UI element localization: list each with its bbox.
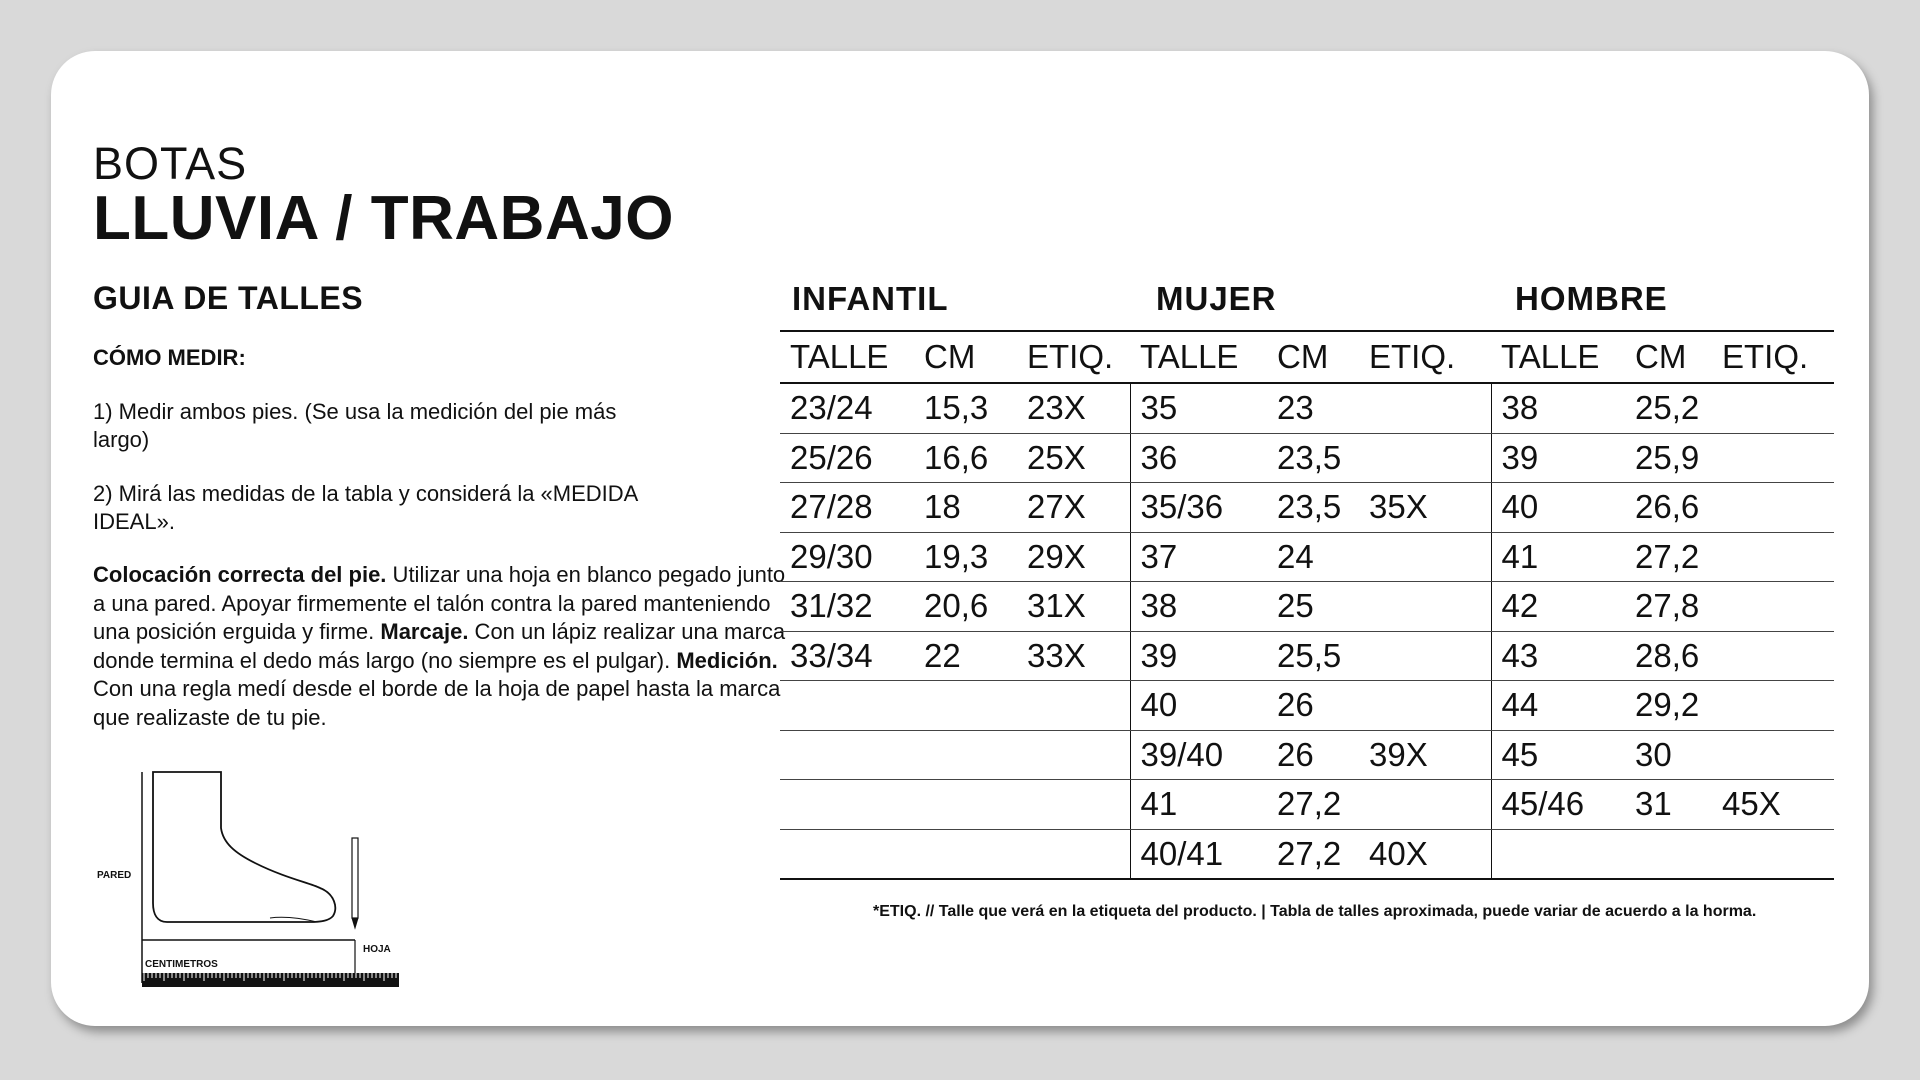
table-cell [1712, 433, 1834, 483]
table-cell: 39/40 [1130, 730, 1267, 780]
table-cell [1712, 582, 1834, 632]
table-cell [1625, 829, 1712, 879]
table-row [780, 532, 1834, 582]
group-mujer: MUJER [1156, 280, 1277, 317]
table-cell: 29,2 [1625, 681, 1712, 731]
table-cell [1359, 433, 1491, 483]
measure-label: Medición. [676, 647, 778, 673]
footnote: *ETIQ. // Talle que verá en la etiqueta del producto. | Tabla de talles aproximada, puede variar de acuerdo a la horma. [873, 903, 1757, 920]
foot-measuring-diagram [95, 768, 410, 1003]
table-cell: 26,6 [1625, 483, 1712, 533]
column-header: CM [1267, 331, 1359, 383]
table-cell [780, 681, 914, 731]
table-row [780, 483, 1834, 533]
table-cell [1359, 780, 1491, 830]
marking-text: Con un lápiz realizar una marca donde termina el dedo más largo (no siempre es el pulgar). [93, 619, 786, 673]
table-cell [1491, 829, 1625, 879]
table-cell: 19,3 [914, 532, 1017, 582]
table-cell: 38 [1130, 582, 1267, 632]
table-row [780, 681, 1834, 731]
table-cell: 35X [1359, 483, 1491, 533]
table-cell: 40 [1491, 483, 1625, 533]
table-cell [1359, 383, 1491, 433]
table-cell: 25/26 [780, 433, 914, 483]
table-cell [914, 829, 1017, 879]
table-row [780, 383, 1834, 433]
column-header: TALLE [1491, 331, 1625, 383]
column-header: ETIQ. [1017, 331, 1130, 383]
table-cell [1017, 780, 1130, 830]
table-cell [1017, 829, 1130, 879]
placement-text: Utilizar una hoja en blanco pegado junto a una pared. Apoyar firmemente el talón contra la pared manteniendo una posición erguida y firme. [93, 562, 786, 644]
table-cell: 27,8 [1625, 582, 1712, 632]
table-cell: 35/36 [1130, 483, 1267, 533]
table-cell [1712, 829, 1834, 879]
table-cell: 38 [1491, 383, 1625, 433]
table-cell [1017, 681, 1130, 731]
table-cell: 26 [1267, 730, 1359, 780]
table-cell [914, 681, 1017, 731]
product-category: BOTAS [93, 138, 248, 189]
table-cell: 44 [1491, 681, 1625, 731]
table-cell: 23X [1017, 383, 1130, 433]
table-header-row [780, 331, 1834, 383]
table-cell: 27,2 [1625, 532, 1712, 582]
table-cell: 31/32 [780, 582, 914, 632]
table-cell: 45X [1712, 780, 1834, 830]
group-hombre: HOMBRE [1515, 280, 1668, 317]
table-cell [1712, 532, 1834, 582]
measure-text: Con una regla medí desde el borde de la hoja de papel hasta la marca que realizaste de tu pie. [93, 676, 781, 730]
table-cell: 45 [1491, 730, 1625, 780]
table-cell: 22 [914, 631, 1017, 681]
table-row [780, 631, 1834, 681]
placement-label: Colocación correcta del pie. [93, 562, 387, 587]
table-cell [1712, 730, 1834, 780]
page-title: LLUVIA / TRABAJO [93, 184, 674, 253]
ruler-label: CENTIMETROS [145, 959, 218, 970]
table-cell [1712, 383, 1834, 433]
table-cell: 41 [1491, 532, 1625, 582]
table-cell: 39 [1491, 433, 1625, 483]
table-cell [780, 829, 914, 879]
table-cell: 40X [1359, 829, 1491, 879]
table-cell: 43 [1491, 631, 1625, 681]
table-cell: 33X [1017, 631, 1130, 681]
table-cell: 16,6 [914, 433, 1017, 483]
table-row [780, 582, 1834, 632]
table-cell [780, 780, 914, 830]
table-cell: 28,6 [1625, 631, 1712, 681]
marking-label: Marcaje. [380, 619, 469, 644]
table-cell: 25,9 [1625, 433, 1712, 483]
column-header: TALLE [780, 331, 914, 383]
table-cell: 37 [1130, 532, 1267, 582]
foot-diagram-drawing [95, 768, 410, 1003]
sheet-label: HOJA [363, 944, 391, 955]
table-cell: 29X [1017, 532, 1130, 582]
table-cell: 33/34 [780, 631, 914, 681]
table-cell: 27,2 [1267, 829, 1359, 879]
table-cell: 41 [1130, 780, 1267, 830]
column-header: TALLE [1130, 331, 1267, 383]
table-cell [914, 780, 1017, 830]
table-cell: 25 [1267, 582, 1359, 632]
table-cell: 25,2 [1625, 383, 1712, 433]
table-cell [1359, 582, 1491, 632]
table-cell: 23,5 [1267, 433, 1359, 483]
table-cell: 25,5 [1267, 631, 1359, 681]
table-cell: 39X [1359, 730, 1491, 780]
table-cell: 40 [1130, 681, 1267, 731]
table-cell [780, 730, 914, 780]
measuring-instructions [93, 561, 793, 732]
guide-title: GUIA DE TALLES [93, 280, 364, 316]
table-cell: 23,5 [1267, 483, 1359, 533]
table-cell [1017, 730, 1130, 780]
table-cell [1359, 631, 1491, 681]
table-row [780, 730, 1834, 780]
table-cell: 36 [1130, 433, 1267, 483]
step-1: 1) Medir ambos pies. (Se usa la medición del pie más largo) [93, 399, 617, 452]
group-infantil: INFANTIL [792, 280, 949, 317]
column-header: CM [914, 331, 1017, 383]
table-cell [1359, 681, 1491, 731]
table-cell [1712, 631, 1834, 681]
size-table [780, 330, 1834, 880]
table-row [780, 829, 1834, 879]
column-header: CM [1625, 331, 1712, 383]
table-row [780, 780, 1834, 830]
table-cell: 42 [1491, 582, 1625, 632]
table-cell: 23/24 [780, 383, 914, 433]
table-cell [1712, 483, 1834, 533]
table-cell: 27/28 [780, 483, 914, 533]
table-cell [1359, 532, 1491, 582]
table-cell: 45/46 [1491, 780, 1625, 830]
table-cell [1712, 681, 1834, 731]
table-cell: 25X [1017, 433, 1130, 483]
table-cell: 15,3 [914, 383, 1017, 433]
table-cell: 18 [914, 483, 1017, 533]
table-cell: 39 [1130, 631, 1267, 681]
table-cell: 40/41 [1130, 829, 1267, 879]
table-cell: 27,2 [1267, 780, 1359, 830]
table-cell: 31X [1017, 582, 1130, 632]
table-cell: 30 [1625, 730, 1712, 780]
table-cell: 24 [1267, 532, 1359, 582]
table-cell: 20,6 [914, 582, 1017, 632]
table-cell: 31 [1625, 780, 1712, 830]
step-2: 2) Mirá las medidas de la tabla y considerá la «MEDIDA IDEAL». [93, 481, 638, 534]
table-cell: 26 [1267, 681, 1359, 731]
table-cell: 23 [1267, 383, 1359, 433]
table-cell: 27X [1017, 483, 1130, 533]
table-cell: 29/30 [780, 532, 914, 582]
table-row [780, 433, 1834, 483]
how-to-measure-heading: CÓMO MEDIR: [93, 345, 246, 370]
column-header: ETIQ. [1712, 331, 1834, 383]
column-header: ETIQ. [1359, 331, 1491, 383]
measuring-guide [93, 280, 786, 730]
wall-label: PARED [97, 870, 132, 881]
table-cell: 35 [1130, 383, 1267, 433]
table-cell [914, 730, 1017, 780]
